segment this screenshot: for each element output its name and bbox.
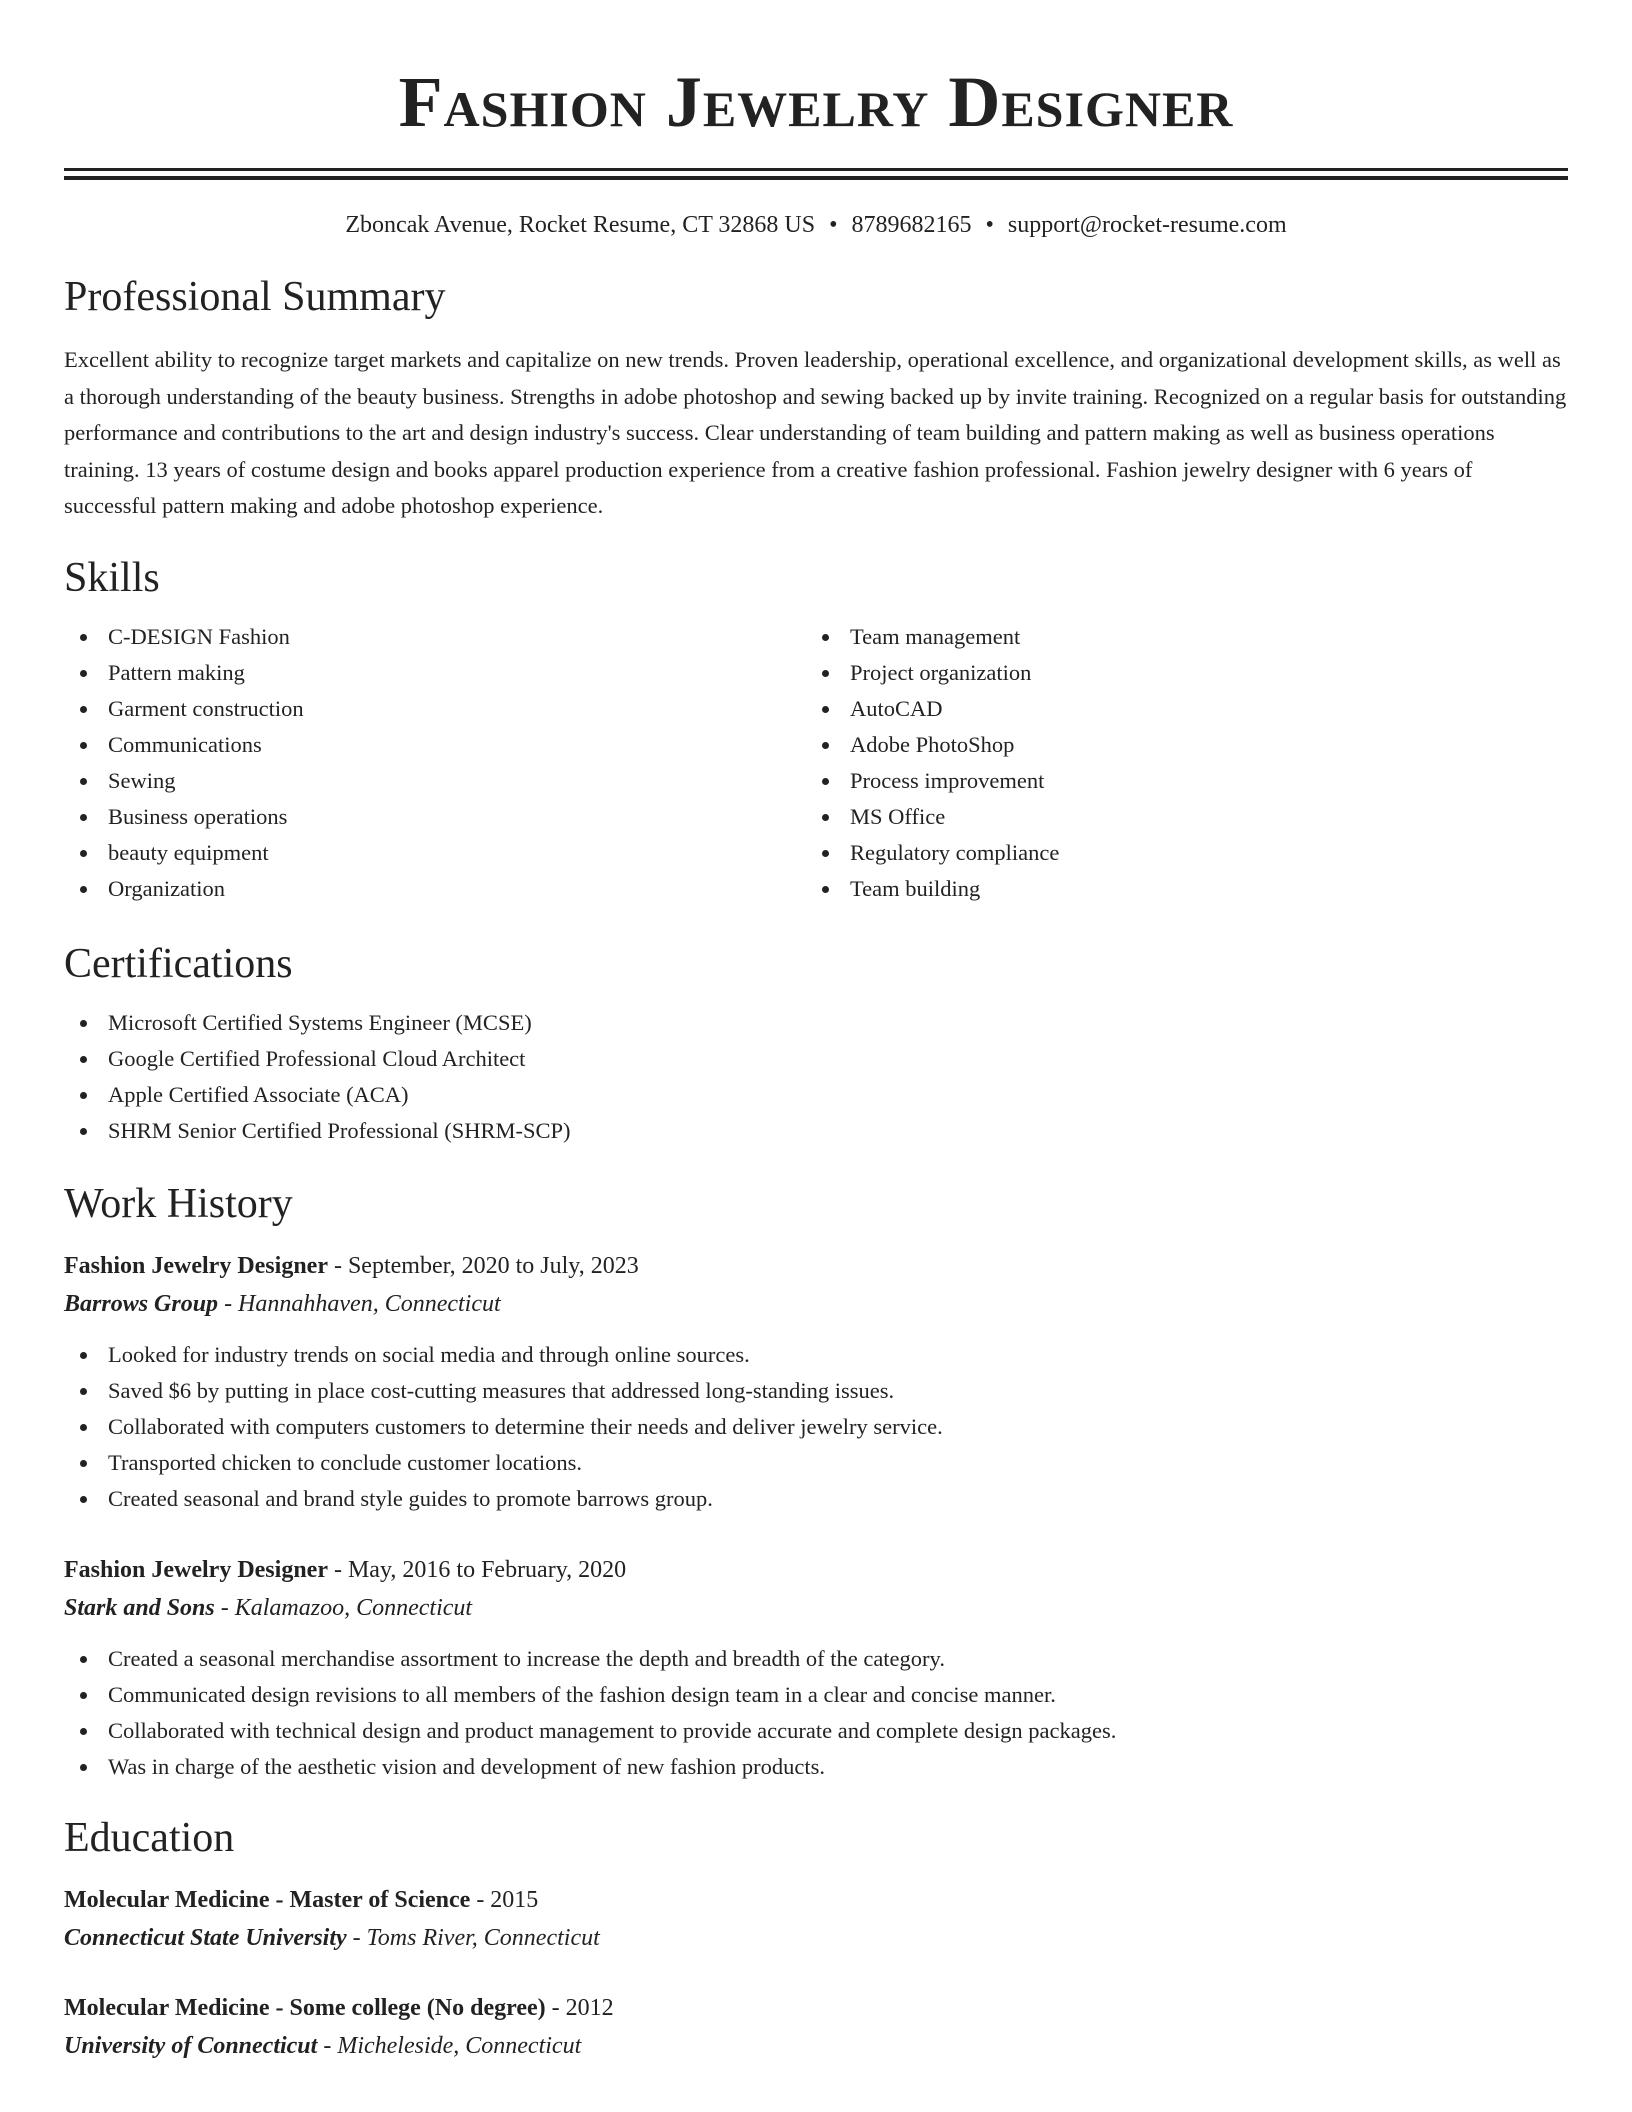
job-bullet: Transported chicken to conclude customer locations.	[64, 1445, 1568, 1481]
education-entry	[64, 1881, 1568, 1957]
contact-address: Zboncak Avenue, Rocket Resume, CT 32868 US	[345, 212, 816, 238]
education-school: University of Connecticut	[64, 2032, 318, 2059]
certification-item: SHRM Senior Certified Professional (SHRM-SCP)	[64, 1113, 1568, 1149]
job-bullet: Collaborated with computers customers to determine their needs and deliver jewelry service.	[64, 1409, 1568, 1445]
certification-item: Apple Certified Associate (ACA)	[64, 1077, 1568, 1113]
skill-item: Regulatory compliance	[806, 835, 1548, 871]
skill-item: beauty equipment	[64, 835, 806, 871]
job-entry	[64, 1247, 1568, 1517]
education-school-line	[64, 1919, 1568, 1957]
skill-item: Team building	[806, 871, 1548, 907]
education-entry	[64, 1989, 1568, 2065]
job-company: Barrows Group	[64, 1290, 219, 1317]
contact-email[interactable]: support@rocket-resume.com	[1007, 212, 1287, 238]
skill-item: MS Office	[806, 799, 1548, 835]
skills-list-right	[806, 619, 1548, 907]
job-location: - Hannahhaven, Connecticut	[218, 1290, 501, 1317]
job-company-line	[64, 1285, 1568, 1323]
job-entry	[64, 1551, 1568, 1785]
title-rule-bottom	[64, 176, 1568, 180]
job-bullets	[64, 1337, 1568, 1517]
job-bullet: Collaborated with technical design and product management to provide accurate and complete design packages.	[64, 1713, 1568, 1749]
education-degree: Molecular Medicine - Some college (No degree)	[64, 1994, 546, 2021]
skills-heading: Skills	[64, 554, 160, 601]
contact-line	[64, 210, 1568, 240]
job-title: Fashion Jewelry Designer	[64, 1252, 328, 1279]
work-history-heading: Work History	[64, 1180, 293, 1227]
education-school-line	[64, 2027, 1568, 2065]
education-heading: Education	[64, 1814, 235, 1861]
skill-item: Process improvement	[806, 763, 1548, 799]
skill-item: Team management	[806, 619, 1548, 655]
certifications-heading: Certifications	[64, 940, 293, 987]
skill-item: Sewing	[64, 763, 806, 799]
skill-item: Adobe PhotoShop	[806, 727, 1548, 763]
resume-title: Fashion Jewelry Designer	[398, 62, 1234, 142]
job-dates: - May, 2016 to February, 2020	[327, 1556, 627, 1583]
summary-text: Excellent ability to recognize target markets and capitalize on new trends. Proven leadership, operational excellence, and organizational development skills, as well as a thorough understanding of the beauty business. Strengths in adobe photoshop and sewing backed up by invite training. Recognized on a regular basis for outstanding performance and contributions to the art and design industry's success. Clear understanding of team building and pattern making as well as business operations training. 13 years of costume design and books apparel production experience from a creative fashion professional. Fashion jewelry designer with 6 years of successful pattern making and adobe photoshop experience.	[64, 347, 1567, 518]
skill-item: Organization	[64, 871, 806, 907]
education-degree: Molecular Medicine - Master of Science	[64, 1886, 471, 1913]
skill-item: AutoCAD	[806, 691, 1548, 727]
job-location: - Kalamazoo, Connecticut	[214, 1594, 473, 1621]
job-bullet: Was in charge of the aesthetic vision and development of new fashion products.	[64, 1749, 1568, 1785]
skill-item: C-DESIGN Fashion	[64, 619, 806, 655]
certifications-list	[64, 1005, 1568, 1149]
education-school: Connecticut State University	[64, 1924, 347, 1951]
skill-item: Pattern making	[64, 655, 806, 691]
job-company-line	[64, 1589, 1568, 1627]
education-year: - 2012	[545, 1994, 614, 2021]
certification-item: Google Certified Professional Cloud Architect	[64, 1041, 1568, 1077]
job-title-line	[64, 1551, 1568, 1589]
job-bullets	[64, 1641, 1568, 1785]
skills-columns	[64, 619, 1568, 907]
contact-separator: •	[985, 212, 994, 238]
skill-item: Garment construction	[64, 691, 806, 727]
summary-heading: Professional Summary	[64, 274, 446, 320]
job-bullet: Saved $6 by putting in place cost-cutting measures that addressed long-standing issues.	[64, 1373, 1568, 1409]
job-dates: - September, 2020 to July, 2023	[327, 1252, 639, 1279]
job-bullet: Communicated design revisions to all members of the fashion design team in a clear and concise manner.	[64, 1677, 1568, 1713]
job-bullet: Looked for industry trends on social media and through online sources.	[64, 1337, 1568, 1373]
job-bullet: Created a seasonal merchandise assortment to increase the depth and breadth of the category.	[64, 1641, 1568, 1677]
contact-phone: 8789682165	[851, 212, 972, 238]
skills-list-left	[64, 619, 806, 907]
resume-page	[64, 0, 1568, 2065]
skill-item: Communications	[64, 727, 806, 763]
education-location: - Toms River, Connecticut	[346, 1924, 600, 1951]
job-title-line	[64, 1247, 1568, 1285]
education-location: - Micheleside, Connecticut	[317, 2032, 582, 2059]
job-title: Fashion Jewelry Designer	[64, 1556, 328, 1583]
job-company: Stark and Sons	[64, 1594, 215, 1621]
skill-item: Business operations	[64, 799, 806, 835]
education-year: - 2015	[470, 1886, 539, 1913]
skill-item: Project organization	[806, 655, 1548, 691]
title-rule-top	[64, 168, 1568, 171]
education-degree-line	[64, 1881, 1568, 1919]
contact-separator: •	[829, 212, 838, 238]
job-bullet: Created seasonal and brand style guides to promote barrows group.	[64, 1481, 1568, 1517]
education-degree-line	[64, 1989, 1568, 2027]
certification-item: Microsoft Certified Systems Engineer (MCSE)	[64, 1005, 1568, 1041]
